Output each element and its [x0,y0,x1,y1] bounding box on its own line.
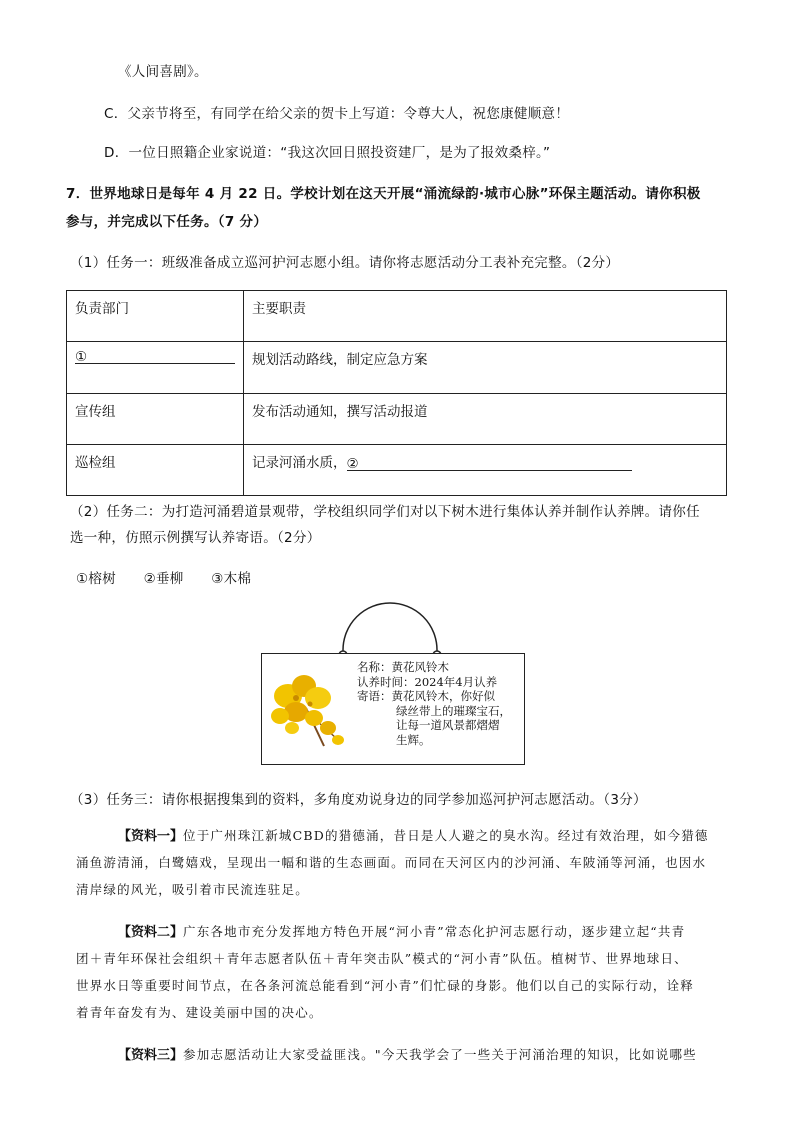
material-line: 着青年奋发有为、建设美丽中国的决心。 [76,1005,323,1020]
duty-cell: 发布活动通知，撰写活动报道 [244,393,727,444]
duty-table [66,290,727,496]
option-d: D．一位日照籍企业家说道：“我这次回日照投资建厂，是为了报效桑梓。” [104,145,551,161]
material-tag: 【资料一】 [118,829,184,844]
material-1 [118,822,709,850]
hanger-arc [343,603,437,655]
answer-blank-1[interactable] [75,349,235,364]
material-tag: 【资料二】 [118,925,184,940]
blank-marker: ① [75,349,88,366]
task-2-cont: 选一种，仿照示例撰写认养寄语。（2分） [70,530,321,546]
material-line: 位于广州珠江新城CBD的猎德涌，昔日是人人避之的臭水沟。经过有效治理，如今猎德 [183,828,709,843]
card-message-line: 绿丝带上的璀璨宝石， [396,703,511,718]
option-c: C．父亲节将至，有同学在给父亲的贺卡上写道：令尊大人，祝您康健顺意！ [104,106,570,122]
task-2: （2）任务二：为打造河涌碧道景观带，学校组织同学们对以下树木进行集体认养并制作认养牌。请你任 [70,504,700,520]
material-2 [118,918,685,946]
duty-text: 记录河涌水质， [252,454,347,471]
card-name: 名称：黄花风铃木 [357,660,449,674]
duty-cell [244,444,727,495]
duty-cell: 规划活动路线，制定应急方案 [244,342,727,393]
material-line: 涌鱼游清涌，白鹭嬉戏，呈现出一幅和谐的生态画面。而同在天河区内的沙河涌、车陂涌等河涌，也因水 [76,855,707,870]
header-dept: 负责部门 [67,291,244,342]
question-7-stem: 7．世界地球日是每年 4 月 22 日。学校计划在这天开展“涌流绿韵·城市心脉”环保主题活动。请你积极 [66,186,701,202]
table-row [67,342,727,393]
material-line: 世界水日等重要时间节点，在各条河流总能看到“河小青”们忙碌的身影。他们以自己的实际行动，诠释 [76,978,694,993]
answer-blank-2[interactable] [347,456,632,471]
table-row [67,393,727,444]
material-line: 团＋青年环保社会组织＋青年志愿者队伍＋青年突击队”模式的“河小青”队伍。植树节、世界地球日、 [76,951,688,966]
table-header-row [67,291,727,342]
dept-cell: 宣传组 [67,393,244,444]
card-text [357,660,511,747]
tree-options: ①榕树 ②垂柳 ③木棉 [76,571,252,587]
dept-cell: 巡检组 [67,444,244,495]
blank-marker: ② [346,455,359,472]
text-line: 《人间喜剧》。 [118,64,208,80]
material-tag: 【资料三】 [118,1048,184,1063]
flower-illustration [266,668,352,750]
flower-icon [271,675,344,746]
material-line: 参加志愿活动让大家受益匪浅。"今天我学会了一些关于河涌治理的知识，比如说哪些 [183,1047,697,1062]
card-message: 寄语：黄花风铃木，你好似 [357,689,495,703]
material-line: 广东各地市充分发挥地方特色开展“河小青”常态化护河志愿行动，逐步建立起“共青 [183,924,686,939]
task-3: （3）任务三：请你根据搜集到的资料，多角度劝说身边的同学参加巡河护河志愿活动。（3分） [70,792,647,808]
material-3 [118,1041,697,1069]
card-time: 认养时间：2024年4月认养 [357,674,498,689]
task-1: （1）任务一：班级准备成立巡河护河志愿小组。请你将志愿活动分工表补充完整。（2分） [70,255,620,271]
question-7-stem-cont: 参与，并完成以下任务。（7 分） [66,214,268,230]
card-message-line: 生辉。 [396,732,431,747]
dept-cell [67,342,244,393]
card-message-line: 让每一道风景都熠熠 [396,718,500,732]
header-duty: 主要职责 [244,291,727,342]
table-row [67,444,727,495]
material-line: 清岸绿的风光，吸引着市民流连驻足。 [76,882,309,897]
